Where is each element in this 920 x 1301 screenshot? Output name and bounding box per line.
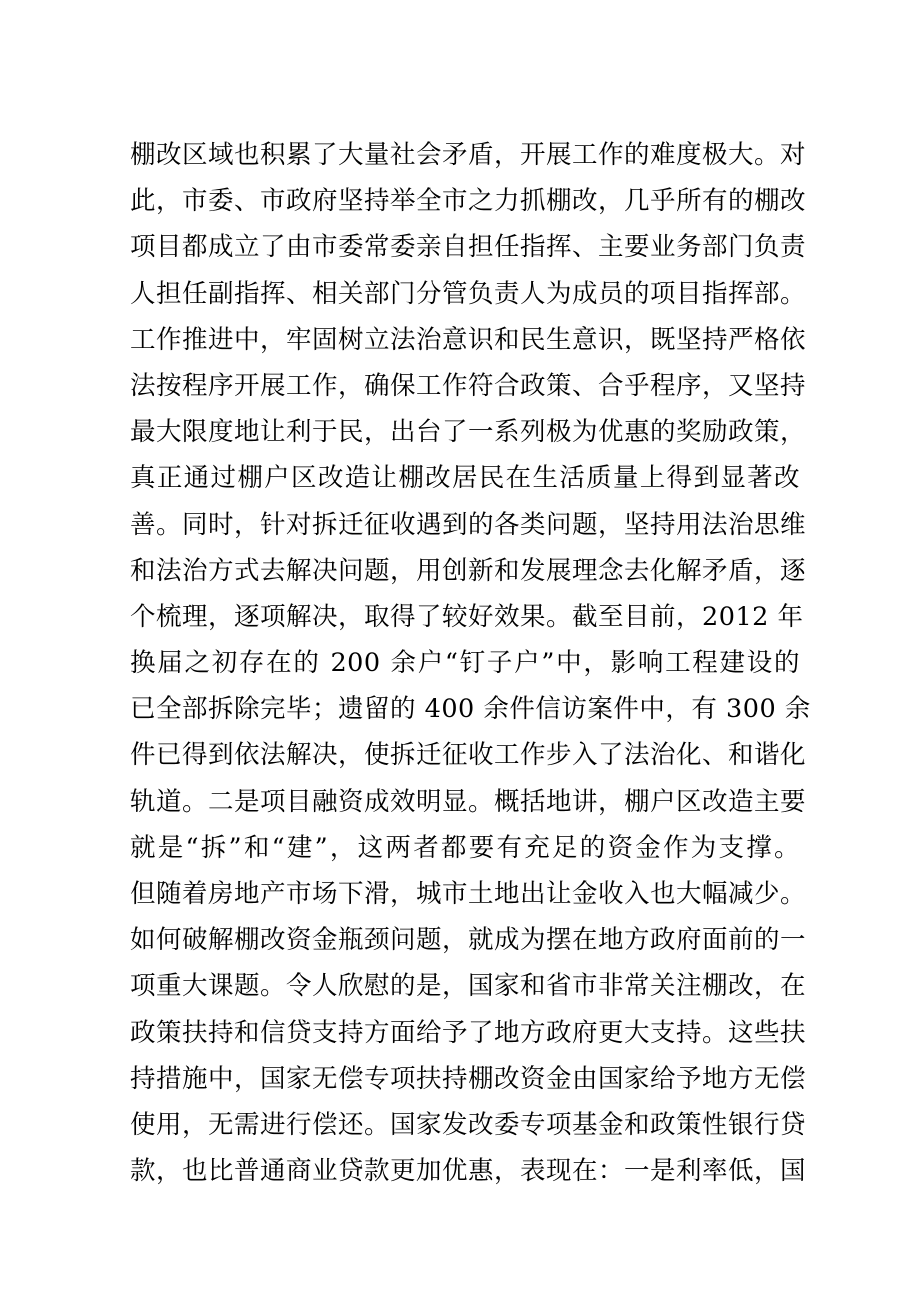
text-line: 轨道。二是项目融资成效明显。概括地讲，棚户区改造主要	[130, 786, 807, 817]
text-line: 最大限度地让利于民，出台了一系列极为优惠的奖励政策，	[130, 417, 807, 448]
text-line: 持措施中，国家无偿专项扶持棚改资金由国家给予地方无偿	[130, 1063, 807, 1094]
text-line: 项重大课题。令人欣慰的是，国家和省市非常关注棚改，在	[130, 971, 807, 1002]
text-line: 但随着房地产市场下滑，城市土地出让金收入也大幅减少。	[130, 879, 807, 909]
text-line: 棚改区域也积累了大量社会矛盾，开展工作的难度极大。对	[130, 140, 807, 170]
text-line: 就是“拆”和“建”，这两者都要有充足的资金作为支撑。	[130, 832, 800, 863]
text-line: 件已得到依法解决，使拆迁征收工作步入了法治化、和谐化	[130, 740, 807, 771]
text-line: 如何破解棚改资金瓶颈问题，就成为摆在地方政府面前的一	[130, 925, 807, 956]
text-line: 人担任副指挥、相关部门分管负责人为成员的项目指挥部。	[130, 278, 807, 309]
text-line: 此，市委、市政府坚持举全市之力抓棚改，几乎所有的棚改	[130, 186, 807, 217]
text-line: 和法治方式去解决问题，用创新和发展理念去化解矛盾，逐	[130, 555, 807, 586]
text-line: 使用，无需进行偿还。国家发改委专项基金和政策性银行贷	[130, 1109, 807, 1140]
text-line: 善。同时，针对拆迁征收遇到的各类问题，坚持用法治思维	[130, 509, 807, 540]
text-line: 换届之初存在的 200 余户“钉子户”中，影响工程建设的	[130, 648, 800, 679]
text-line: 政策扶持和信贷支持方面给予了地方政府更大支持。这些扶	[130, 1017, 807, 1048]
text-line: 工作推进中，牢固树立法治意识和民生意识，既坚持严格依	[130, 324, 807, 355]
text-line: 款，也比普通商业贷款更加优惠，表现在：一是利率低，国	[130, 1156, 807, 1187]
text-line: 项目都成立了由市委常委亲自担任指挥、主要业务部门负责	[130, 232, 807, 263]
body-text	[130, 132, 811, 1194]
text-line: 真正通过棚户区改造让棚改居民在生活质量上得到显著改	[130, 463, 800, 494]
text-line: 个梳理，逐项解决，取得了较好效果。截至目前，2012 年	[130, 601, 804, 632]
text-line: 法按程序开展工作，确保工作符合政策、合乎程序，又坚持	[130, 370, 807, 401]
text-line: 已全部拆除完毕；遗留的 400 余件信访案件中，有 300 余	[130, 694, 811, 725]
